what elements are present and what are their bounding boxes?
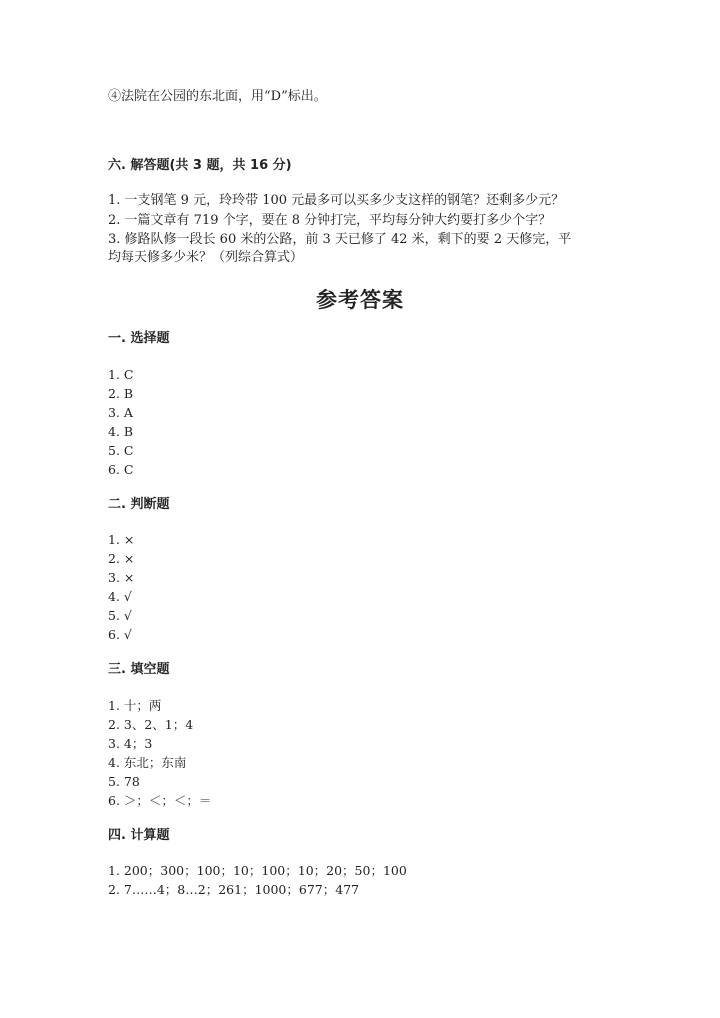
- fill-answer: 6. ＞；＜；＜；＝: [108, 793, 212, 808]
- choice-answer: 6. C: [108, 462, 134, 477]
- judge-answer: 5. √: [108, 608, 132, 623]
- fill-answer: 5. 78: [108, 774, 140, 789]
- judge-answer: 3. ×: [108, 570, 135, 585]
- choice-answer: 4. B: [108, 424, 134, 439]
- section6-heading: 六. 解答题(共 3 题，共 16 分): [108, 158, 292, 173]
- fill-answer: 2. 3、2、1；4: [108, 717, 194, 732]
- judge-heading: 二. 判断题: [108, 497, 170, 512]
- choice-answer: 2. B: [108, 386, 134, 401]
- answer-title: 参考答案: [316, 288, 404, 312]
- question-3: 3. 修路队修一段长 60 米的公路，前 3 天已修了 42 米，剩下的要 2 天修完，平: [108, 232, 572, 247]
- fill-answer: 1. 十；两: [108, 698, 162, 713]
- judge-answer: 1. ×: [108, 532, 135, 547]
- calc-answer: 1. 200；300；100；10；100；10；20；50；100: [108, 863, 407, 878]
- calc-answer: 2. 7……4；8…2；261；1000；677；477: [108, 882, 360, 897]
- judge-answer: 4. √: [108, 589, 132, 604]
- choice-answer: 3. A: [108, 405, 133, 420]
- calc-heading: 四. 计算题: [108, 828, 170, 843]
- fill-heading: 三. 填空题: [108, 662, 170, 677]
- judge-answer: 2. ×: [108, 551, 135, 566]
- question-2: 2. 一篇文章有 719 个字，要在 8 分钟打完，平均每分钟大约要打多少个字？: [108, 213, 552, 228]
- fill-answer: 4. 东北；东南: [108, 755, 187, 770]
- judge-answer: 6. √: [108, 627, 132, 642]
- question-1: 1. 一支钢笔 9 元，玲玲带 100 元最多可以买多少支这样的钢笔？还剩多少元？: [108, 193, 565, 208]
- choice-answer: 1. C: [108, 367, 134, 382]
- choice-heading: 一. 选择题: [108, 331, 170, 346]
- choice-answer: 5. C: [108, 443, 134, 458]
- fill-answer: 3. 4；3: [108, 736, 153, 751]
- question-3-continued: 均每天修多少米？（列综合算式）: [108, 250, 304, 265]
- intro-line: ④法院在公园的东北面，用“D”标出。: [108, 89, 327, 104]
